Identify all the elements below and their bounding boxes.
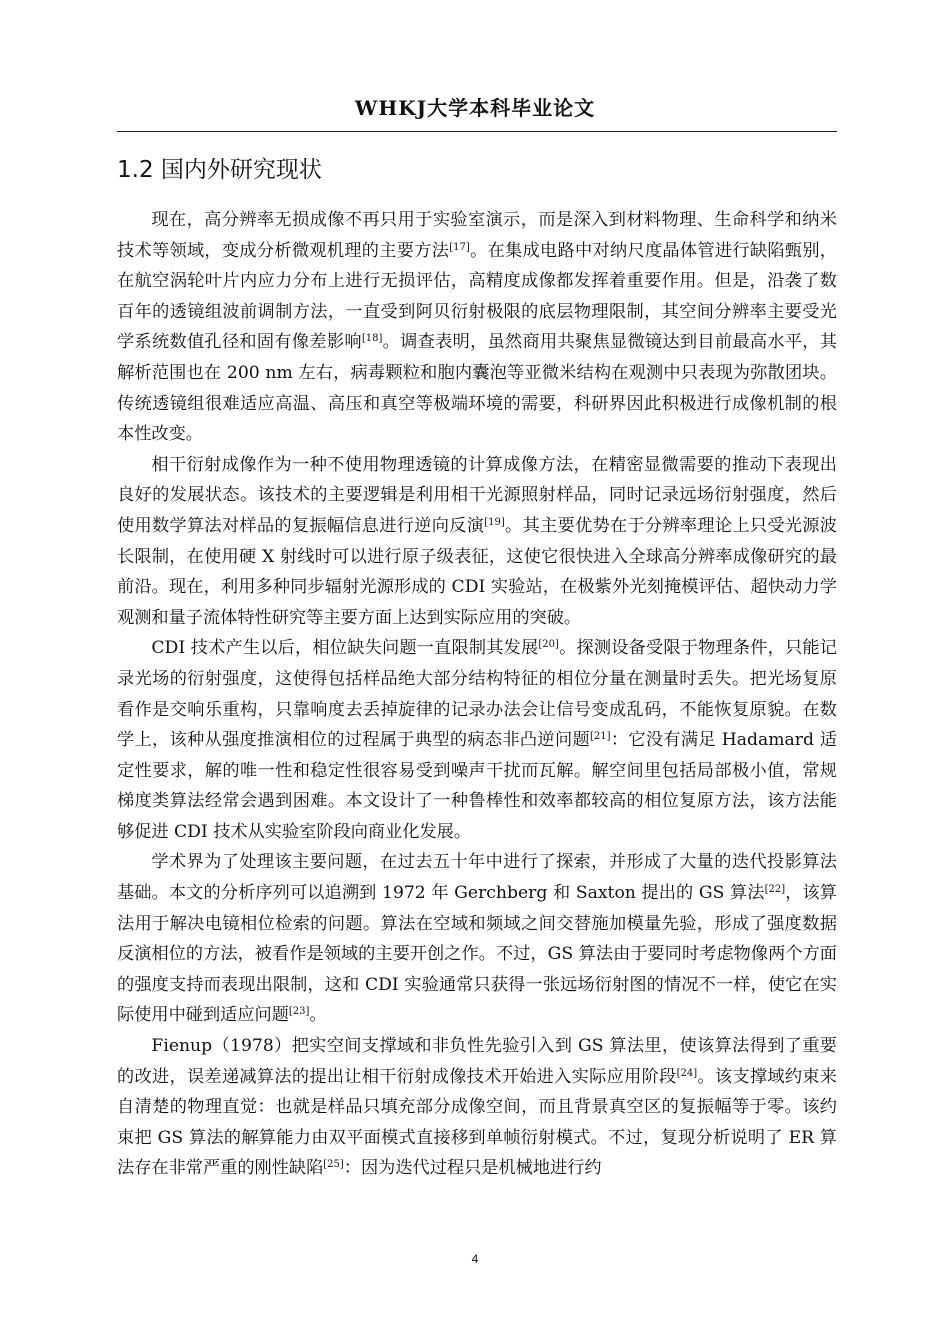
citation-ref: [22] [764,884,786,896]
paragraph-text: 现在，高分辨率无损成像不再只用于实验室演示，而是深入到材料物理、生命科学和纳米技术等领域，变成分析微观机理的主要方法 [117,210,837,261]
paragraph-text: 。调查表明，虽然商用共聚焦显微镜达到目前最高水平，其解析范围也在 200 nm 左右，病毒颗粒和胞内囊泡等亚微米结构在观测中只表现为弥散团块。传统透镜组很难适应高温、高压和真空等极端环境的需要，科研界因此积极进行成像机制的根本性改变。 [117,332,837,445]
citation-ref: [20] [538,639,559,651]
citation-ref: [24] [676,1067,698,1079]
paragraph-text: 相干衍射成像作为一种不使用物理透镜的计算成像方法，在精密显微需要的推动下表现出良好的发展状态。该技术的主要逻辑是利用相干光源照射样品，同时记录远场衍射强度，然后使用数学算法对样品的复振幅信息进行逆向反演 [117,454,837,536]
header-divider [117,131,837,132]
paragraph-text: Fienup（1978）把实空间支撑域和非负性先验引入到 GS 算法里，使该算法得到了重要的改进，误差递减算法的提出让相干衍射成像技术开始进入实际应用阶段 [117,1036,837,1087]
citation-ref: [17] [449,241,470,253]
paragraph [117,450,837,634]
page-number: 4 [471,1252,479,1266]
paragraph-text: 学术界为了处理该主要问题，在过去五十年中进行了探索，并形成了大量的迭代投影算法基础。本文的分析序列可以追溯到 1972 年 Gerchberg 和 Saxton 提出的 GS 算法 [117,852,837,904]
paragraph-text: 。 [309,1005,327,1026]
paragraph-text: 。该支撑域约束来自清楚的物理直觉：也就是样品只填充部分成像空间，而且背景真空区的复振幅等于零。该约束把 GS 算法的解算能力由双平面模式直接移到单帧衍射模式。不过，复现分析说明了 ER 算法存在非常严重的刚性缺陷 [117,1066,837,1179]
citation-ref: [23] [288,1006,310,1018]
citation-ref: [21] [589,731,611,743]
paragraph-text: ：因为迭代过程只是机械地进行约 [343,1158,602,1179]
paragraph-text: 。探测设备受限于物理条件，只能记录光场的衍射强度，这使得包括样品绝大部分结构特征的相位分量在测量时丢失。把光场复原看作是交响乐重构，只靠响度去丢掉旋律的记录办法会让信号变成乱码，不能恢复原貌。在数学上，该种从强度推演相位的过程属于典型的病态非凸逆问题 [117,638,837,751]
paragraph [117,1031,837,1184]
paragraph-text: ，该算法用于解决电镜相位检索的问题。算法在空域和频域之间交替施加模量先验，形成了强度数据反演相位的方法，被看作是领域的主要开创之作。不过，GS 算法由于要同时考虑物像两个方面的强度支持而表现出限制，这和 CDI 实验通常只获得一张远场衍射图的情况不一样，使它在实际使用中碰到适应问题 [117,883,837,1026]
citation-ref: [19] [484,516,505,528]
section-heading: 1.2 国内外研究现状 [117,157,322,183]
paragraph-text: 。其主要优势在于分辨率理论上只受光源波长限制，在使用硬 X 射线时可以进行原子级表征，这使它很快进入全球高分辨率成像研究的最前沿。现在，利用多种同步辐射光源形成的 CDI 实验站，在极紫外光刻掩模评估、超快动力学观测和量子流体特性研究等主要方面上达到实际应用的突破。 [117,515,837,628]
paragraph [117,847,837,1031]
running-header: WHKJ大学本科毕业论文 [354,96,596,120]
paragraph [117,205,837,450]
paragraph-text: ：它没有满足 Hadamard 适定性要求，解的唯一性和稳定性很容易受到噪声干扰而瓦解。解空间里包括局部极小值，常规梯度类算法经常会遇到困难。本文设计了一种鲁棒性和效率都较高的相位复原方法，该方法能够促进 CDI 技术从实验室阶段向商业化发展。 [117,730,837,842]
citation-ref: [18] [361,333,383,345]
body-text [117,205,837,1184]
paragraph-text: 。在集成电路中对纳尺度晶体管进行缺陷甄别，在航空涡轮叶片内应力分布上进行无损评估，高精度成像都发挥着重要作用。但是，沿袭了数百年的透镜组波前调制方法，一直受到阿贝衍射极限的底层物理限制，其空间分辨率主要受光学系统数值孔径和固有像差影响 [117,240,837,353]
paragraph-text: CDI 技术产生以后，相位缺失问题一直限制其发展 [151,638,539,659]
citation-ref: [25] [323,1159,344,1171]
paragraph [117,633,837,847]
